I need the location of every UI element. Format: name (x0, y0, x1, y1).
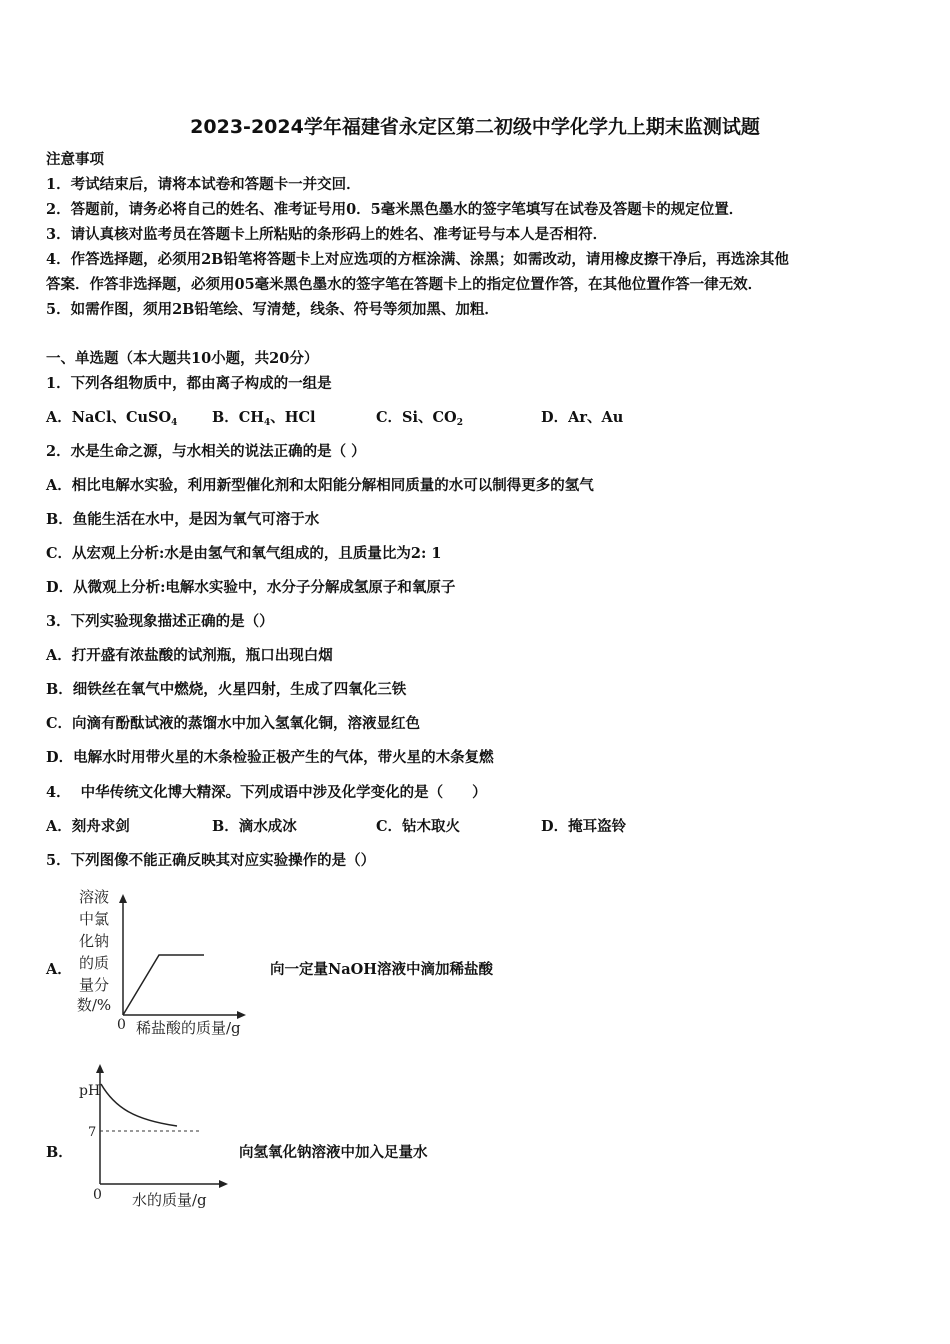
graph-a-ylabel: 量分 (78, 976, 110, 994)
notice-item: 4．作答选择题，必须用2B铅笔将答题卡上对应选项的方框涂满、涂黑；如需改动，请用橡皮擦干净后，再选涂其他 (46, 251, 789, 268)
q2-option-b: B．鱼能生活在水中，是因为氧气可溶于水 (46, 511, 320, 528)
q1-option-d: D．Ar、Au (541, 409, 624, 426)
q2-option-d: D．从微观上分析:电解水实验中，水分子分解成氢原子和氧原子 (46, 579, 456, 596)
q5-option-a-desc: 向一定量NaOH溶液中滴加稀盐酸 (270, 961, 493, 978)
graph-a-curve (123, 955, 204, 1015)
graph-b-tick-7: 7 (88, 1125, 97, 1140)
q3-option-a: A．打开盛有浓盐酸的试剂瓶，瓶口出现白烟 (46, 647, 333, 664)
graph-a-ylabel: 中氯 (78, 910, 110, 928)
question-4-stem: 4． 中华传统文化博大精深。下列成语中涉及化学变化的是（ ） (46, 784, 487, 801)
q5-graph-a (70, 882, 260, 1042)
notice-item: 5．如需作图，须用2B铅笔绘、写清楚，线条、符号等须加黑、加粗． (46, 301, 499, 318)
q1-option-c: C．Si、$CO_2$ (376, 409, 463, 428)
graph-a-ylabel: 溶液 (78, 888, 110, 906)
q4-option-d: D．掩耳盗铃 (541, 818, 627, 835)
graph-b-xlabel: 水的质量/g (132, 1191, 207, 1209)
question-3-stem: 3．下列实验现象描述正确的是（） (46, 613, 274, 630)
graph-b-ylabel: pH (79, 1083, 101, 1099)
q5-graph-b (70, 1058, 240, 1218)
page-title: 2023-2024学年福建省永定区第二初级中学化学九上期末监测试题 (190, 116, 760, 138)
graph-b-x-arrow (219, 1180, 228, 1188)
q4-option-c: C．钻木取火 (376, 818, 461, 835)
q2-option-c: C．从宏观上分析:水是由氢气和氧气组成的，且质量比为2: 1 (46, 545, 442, 562)
graph-a-ylabel: 化钠 (78, 932, 110, 950)
notice-item: 答案．作答非选择题，必须用05毫米黑色墨水的签字笔在答题卡上的指定位置作答，在其他位置作答一律无效． (46, 276, 763, 293)
question-2-stem: 2．水是生命之源，与水相关的说法正确的是（ ） (46, 443, 366, 460)
q2-option-a: A．相比电解水实验，利用新型催化剂和太阳能分解相同质量的水可以制得更多的氢气 (46, 477, 594, 494)
graph-a-origin: 0 (117, 1017, 126, 1033)
graph-b-curve (101, 1084, 177, 1126)
notice-item: 2．答题前，请务必将自己的姓名、准考证号用0．5毫米黑色墨水的签字笔填写在试卷及答题卡的规定位置． (46, 201, 744, 218)
q5-option-b-desc: 向氢氧化钠溶液中加入足量水 (239, 1144, 428, 1161)
section-heading: 一、单选题（本大题共10小题，共20分） (46, 350, 319, 367)
q1-option-b: B．$CH_4$、HCl (212, 409, 316, 428)
q4-option-a: A．刻舟求剑 (46, 818, 130, 835)
graph-a-ylabel: 数/% (76, 996, 112, 1014)
graph-b-y-arrow (96, 1064, 104, 1073)
graph-a-ylabel: 的质 (78, 954, 110, 972)
question-5-stem: 5．下列图像不能正确反映其对应实验操作的是（） (46, 852, 376, 869)
notice-item: 3．请认真核对监考员在答题卡上所粘贴的条形码上的姓名、准考证号与本人是否相符． (46, 226, 608, 243)
q4-option-b: B．滴水成冰 (212, 818, 297, 835)
q1-option-a: A．NaCl、CuSO$_4$ (46, 409, 178, 428)
notice-heading: 注意事项 (46, 151, 104, 168)
q5-option-b-label: B． (46, 1144, 73, 1161)
question-1-stem: 1．下列各组物质中，都由离子构成的一组是 (46, 375, 332, 392)
notice-item: 1．考试结束后，请将本试卷和答题卡一并交回． (46, 176, 361, 193)
q3-option-b: B．细铁丝在氧气中燃烧，火星四射，生成了四氧化三铁 (46, 681, 407, 698)
q3-option-c: C．向滴有酚酞试液的蒸馏水中加入氢氧化铜，溶液显红色 (46, 715, 421, 732)
graph-b-origin: 0 (93, 1187, 102, 1203)
graph-a-x-arrow (237, 1011, 246, 1019)
q3-option-d: D．电解水时用带火星的木条检验正极产生的气体，带火星的木条复燃 (46, 749, 494, 766)
graph-a-xlabel: 稀盐酸的质量/g (136, 1019, 241, 1037)
q5-option-a-label: A． (46, 961, 72, 978)
graph-a-y-arrow (119, 894, 127, 903)
